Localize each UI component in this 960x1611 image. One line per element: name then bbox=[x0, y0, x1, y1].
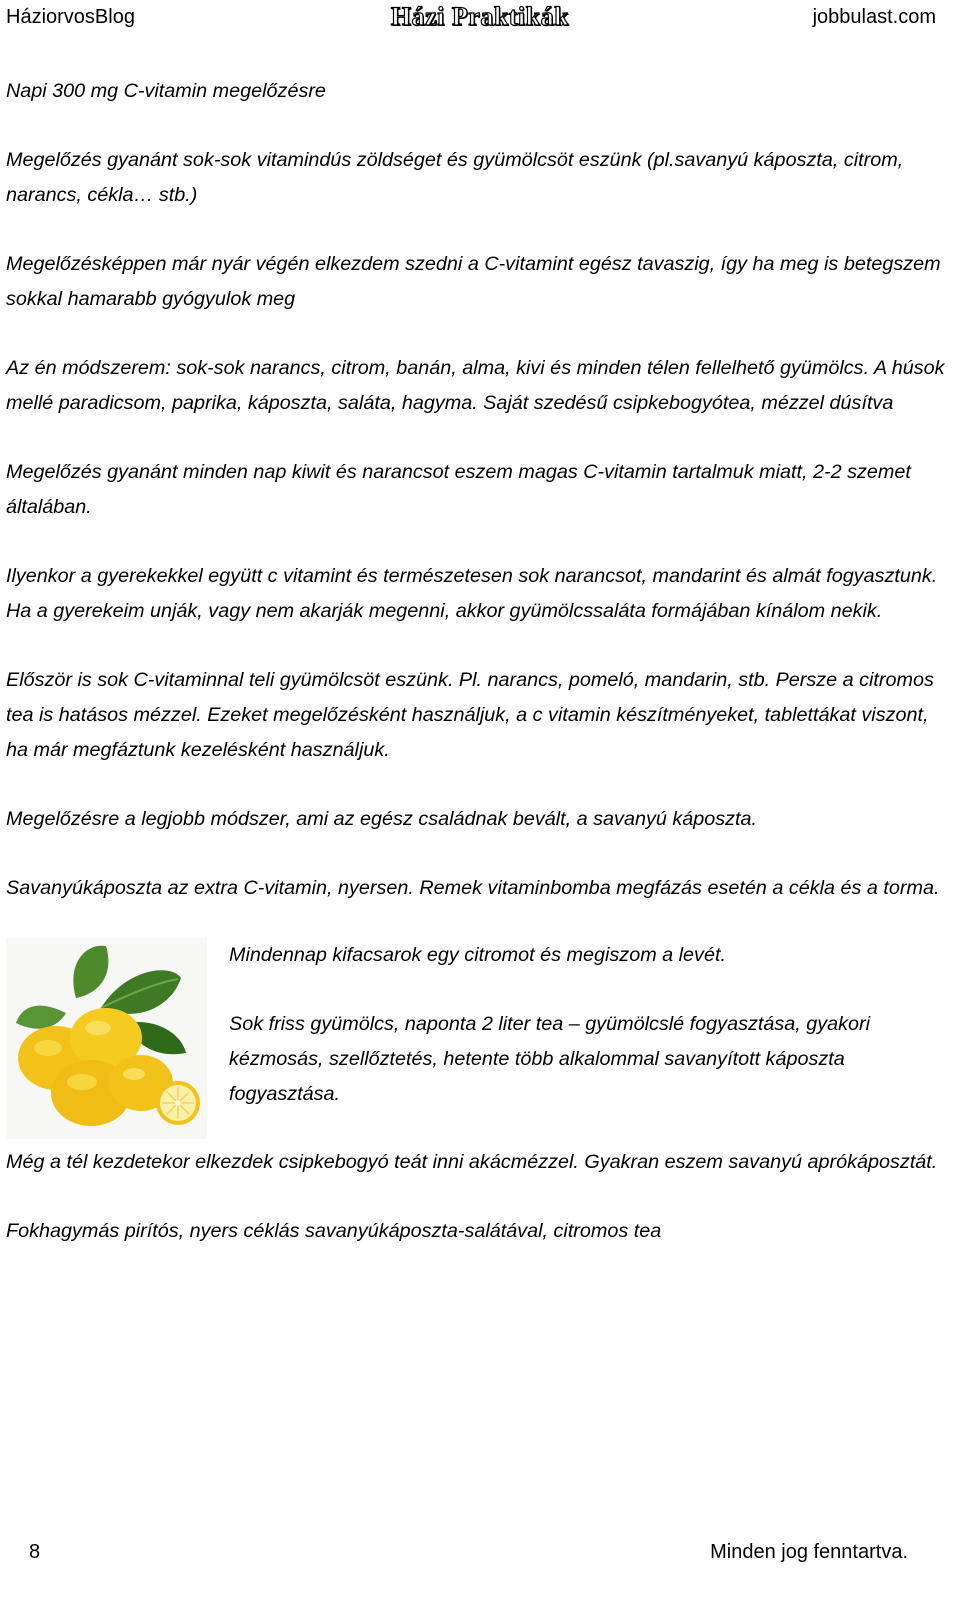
paragraph: Az én módszerem: sok-sok narancs, citrom, banán, alma, kivi és minden télen fellelhető gyümölcs. A húsok mellé paradicsom, paprika, káposzta, saláta, hagyma. Saját szedésű csipkebogyótea, mézzel dúsítva bbox=[6, 357, 945, 414]
lemons-image bbox=[6, 938, 207, 1139]
paragraph: Fokhagymás pirítós, nyers céklás savanyúkáposzta-salátával, citromos tea bbox=[6, 1220, 662, 1242]
paragraph: Napi 300 mg C-vitamin megelőzésre bbox=[6, 80, 326, 102]
paragraph: Megelőzésre a legjobb módszer, ami az egész családnak bevált, a savanyú káposzta. bbox=[6, 808, 758, 830]
after-image-text bbox=[6, 1145, 950, 1249]
footer-rights: Minden jog fenntartva. bbox=[710, 1541, 908, 1563]
paragraph: Mindennap kifacsarok egy citromot és megiszom a levét. bbox=[229, 944, 726, 966]
lemons-illustration bbox=[6, 938, 207, 1139]
article-body bbox=[6, 74, 950, 1283]
paragraph: Először is sok C-vitaminnal teli gyümölcsöt eszünk. Pl. narancs, pomeló, mandarin, stb. Persze a citromos tea is hatásos mézzel. Ezeket megelőzésként használjuk, a c vitamin készítményeket, tablettákat viszont, ha már megfáztunk kezelésként használjuk. bbox=[6, 669, 934, 761]
paragraph: Megelőzés gyanánt sok-sok vitamindús zöldséget és gyümölcsöt eszünk (pl.savanyú káposzta, citrom, narancs, cékla… stb.) bbox=[6, 149, 904, 206]
header-title: Házi Praktikák bbox=[390, 2, 570, 31]
page-header bbox=[0, 0, 960, 34]
header-site-left: HáziorvosBlog bbox=[6, 6, 135, 28]
image-side-text bbox=[229, 938, 950, 1146]
paragraph: Megelőzés gyanánt minden nap kiwit és narancsot eszem magas C-vitamin tartalmuk miatt, 2-2 szemet általában. bbox=[6, 461, 911, 518]
paragraph: Sok friss gyümölcs, naponta 2 liter tea – gyümölcslé fogyasztása, gyakori kézmosás, szellőztetés, hetente több alkalommal savanyított káposzta fogyasztása. bbox=[229, 1013, 870, 1105]
paragraph: Savanyúkáposzta az extra C-vitamin, nyersen. Remek vitaminbomba megfázás esetén a cékla és a torma. bbox=[6, 877, 940, 899]
paragraph: Még a tél kezdetekor elkezdek csipkebogyó teát inni akácmézzel. Gyakran eszem savanyú aprókáposztát. bbox=[6, 1151, 938, 1173]
paragraph: Megelőzésképpen már nyár végén elkezdem szedni a C-vitamint egész tavaszig, így ha meg is betegszem sokkal hamarabb gyógyulok meg bbox=[6, 253, 941, 310]
header-site-right: jobbulast.com bbox=[812, 6, 936, 28]
image-text-block bbox=[6, 938, 950, 1143]
paragraph: Ilyenkor a gyerekekkel együtt c vitamint és természetesen sok narancsot, mandarint és almát fogyasztunk. Ha a gyerekeim unják, vagy nem akarják megenni, akkor gyümölcssaláta formájában kínálom nekik. bbox=[6, 565, 938, 622]
page-number: 8 bbox=[29, 1541, 41, 1563]
